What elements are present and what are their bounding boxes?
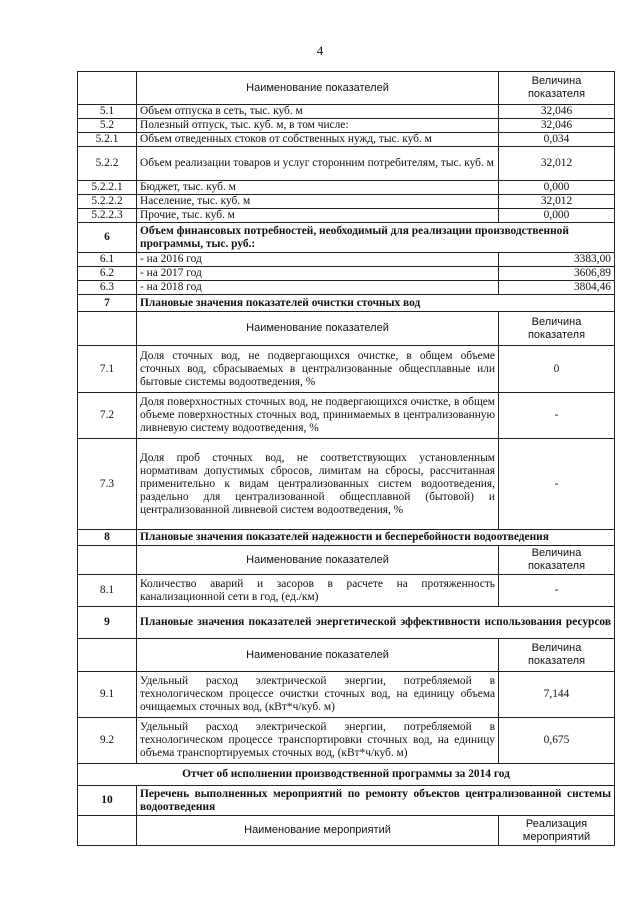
table-header-row — [78, 639, 615, 672]
row-name: - на 2018 год — [137, 281, 499, 295]
table-row — [78, 133, 615, 147]
header-name-cell: Наименование показателей — [137, 312, 499, 346]
row-name: Объем отпуска в сеть, тыс. куб. м — [137, 105, 499, 119]
table-row — [78, 346, 615, 393]
section-num: 7 — [78, 295, 137, 312]
row-value: 3383,00 — [499, 253, 615, 267]
section-title-text: Плановые значения показателей энергетической эффективности использования ресурсов — [140, 616, 611, 628]
row-num: 9.2 — [78, 718, 137, 764]
row-value: 32,012 — [499, 195, 615, 209]
row-value: 3804,46 — [499, 281, 615, 295]
row-name: Удельный расход электрической энергии, потребляемой в технологическом процессе очистки сточных вод, на единицу объема очищаемых сточных вод, (кВт*ч/куб. м) — [137, 672, 499, 718]
table-row — [78, 181, 615, 195]
header-value-cell: Величина показателя — [499, 312, 615, 346]
row-value: 0,000 — [499, 209, 615, 223]
row-value: - — [499, 393, 615, 439]
section-title: Плановые значения показателей надежности и бесперебойности водоотведения — [137, 530, 615, 546]
section-row — [78, 223, 615, 253]
page-number: 4 — [316, 43, 324, 58]
row-value: 32,046 — [499, 119, 615, 133]
row-num: 5.2 — [78, 119, 137, 133]
table-row — [78, 439, 615, 530]
row-value: 0,034 — [499, 133, 615, 147]
row-value: 7,144 — [499, 672, 615, 718]
row-num: 6.2 — [78, 267, 137, 281]
section-row — [78, 786, 615, 816]
table-row — [78, 253, 615, 267]
table-row — [78, 105, 615, 119]
header-num-cell — [78, 546, 137, 575]
section-title-text: Перечень выполненных мероприятий по ремонту объектов централизованной системы водоотведения — [140, 787, 611, 813]
header-name-cell: Наименование показателей — [137, 546, 499, 575]
row-num: 7.2 — [78, 393, 137, 439]
table-header-row — [78, 312, 615, 346]
section-row — [78, 530, 615, 546]
header-num-cell — [78, 639, 137, 672]
report-title: Отчет об исполнении производственной программы за 2014 год — [78, 764, 615, 786]
header-value-cell: Величина показателя — [499, 72, 615, 105]
row-num: 5.1 — [78, 105, 137, 119]
row-num: 7.1 — [78, 346, 137, 393]
header-value-cell: Реализация мероприятий — [499, 816, 615, 846]
row-name: Полезный отпуск, тыс. куб. м, в том числе: — [137, 119, 499, 133]
row-name: Доля поверхностных сточных вод, не подвергающихся очистке, в общем объеме поверхностных сточных вод, принимаемых в централизованную ливневую систему водоотведения, % — [137, 393, 499, 439]
row-value: - — [499, 575, 615, 607]
row-name: - на 2016 год — [137, 253, 499, 267]
table-row — [78, 209, 615, 223]
section-num: 9 — [78, 607, 137, 639]
table-row — [78, 575, 615, 607]
row-value: 0,000 — [499, 181, 615, 195]
row-num: 6.1 — [78, 253, 137, 267]
section-title: Плановые значения показателей очистки сточных вод — [137, 295, 615, 312]
row-name: Доля сточных вод, не подвергающихся очистке, в общем объеме сточных вод, сбрасываемых в централизованные общесплавные или бытовые системы водоотведения, % — [137, 346, 499, 393]
header-value-cell: Величина показателя — [499, 639, 615, 672]
indicators-table — [77, 71, 615, 846]
row-num: 9.1 — [78, 672, 137, 718]
row-num: 5.2.2.3 — [78, 209, 137, 223]
table-header-row — [78, 72, 615, 105]
row-value: 32,046 — [499, 105, 615, 119]
row-name: Прочие, тыс. куб. м — [137, 209, 499, 223]
row-name: Бюджет, тыс. куб. м — [137, 181, 499, 195]
table-row — [78, 119, 615, 133]
section-num: 10 — [78, 786, 137, 816]
header-num-cell — [78, 72, 137, 105]
row-num: 7.3 — [78, 439, 137, 530]
section-num: 6 — [78, 223, 137, 253]
table-row — [78, 393, 615, 439]
row-value: 3606,89 — [499, 267, 615, 281]
section-row — [78, 295, 615, 312]
header-name-cell: Наименование мероприятий — [137, 816, 499, 846]
row-num: 6.3 — [78, 281, 137, 295]
row-value: 0 — [499, 346, 615, 393]
row-name: Население, тыс. куб. м — [137, 195, 499, 209]
section-title — [137, 786, 615, 816]
row-value: 0,675 — [499, 718, 615, 764]
row-name: Количество аварий и засоров в расчете на протяженность канализационной сети в год, (ед./км) — [137, 575, 499, 607]
section-title — [137, 607, 615, 639]
section-title: Объем финансовых потребностей, необходимый для реализации производственной программы, тыс. руб.: — [137, 223, 615, 253]
header-num-cell — [78, 312, 137, 346]
header-name-cell: Наименование показателей — [137, 639, 499, 672]
row-name: Объем реализации товаров и услуг сторонним потребителям, тыс. куб. м — [137, 147, 499, 181]
section-row — [78, 607, 615, 639]
row-value: - — [499, 439, 615, 530]
table-header-row — [78, 816, 615, 846]
row-num: 5.2.2.1 — [78, 181, 137, 195]
row-name: - на 2017 год — [137, 267, 499, 281]
row-name: Объем отведенных стоков от собственных нужд, тыс. куб. м — [137, 133, 499, 147]
row-num: 5.2.2 — [78, 147, 137, 181]
report-title-row — [78, 764, 615, 786]
header-name-cell: Наименование показателей — [137, 72, 499, 105]
table-header-row — [78, 546, 615, 575]
table-row — [78, 195, 615, 209]
row-name: Удельный расход электрической энергии, потребляемой в технологическом процессе транспортировки сточных вод, на единицу объема транспортируемых сточных вод, (кВт*ч/куб. м) — [137, 718, 499, 764]
table-row — [78, 281, 615, 295]
row-num: 5.2.1 — [78, 133, 137, 147]
table-row — [78, 672, 615, 718]
header-num-cell — [78, 816, 137, 846]
section-num: 8 — [78, 530, 137, 546]
row-name: Доля проб сточных вод, не соответствующих установленным нормативам допустимых сбросов, лимитам на сбросы, рассчитанная применительно к видам централизованных систем водоотведения, раздельно для централизованной общесплавной (бытовой) и централизованной ливневой систем водоотведения, % — [137, 439, 499, 530]
row-num: 5.2.2.2 — [78, 195, 137, 209]
header-value-cell: Величина показателя — [499, 546, 615, 575]
row-value: 32,012 — [499, 147, 615, 181]
table-row — [78, 718, 615, 764]
table-row — [78, 267, 615, 281]
table-row — [78, 147, 615, 181]
row-num: 8.1 — [78, 575, 137, 607]
